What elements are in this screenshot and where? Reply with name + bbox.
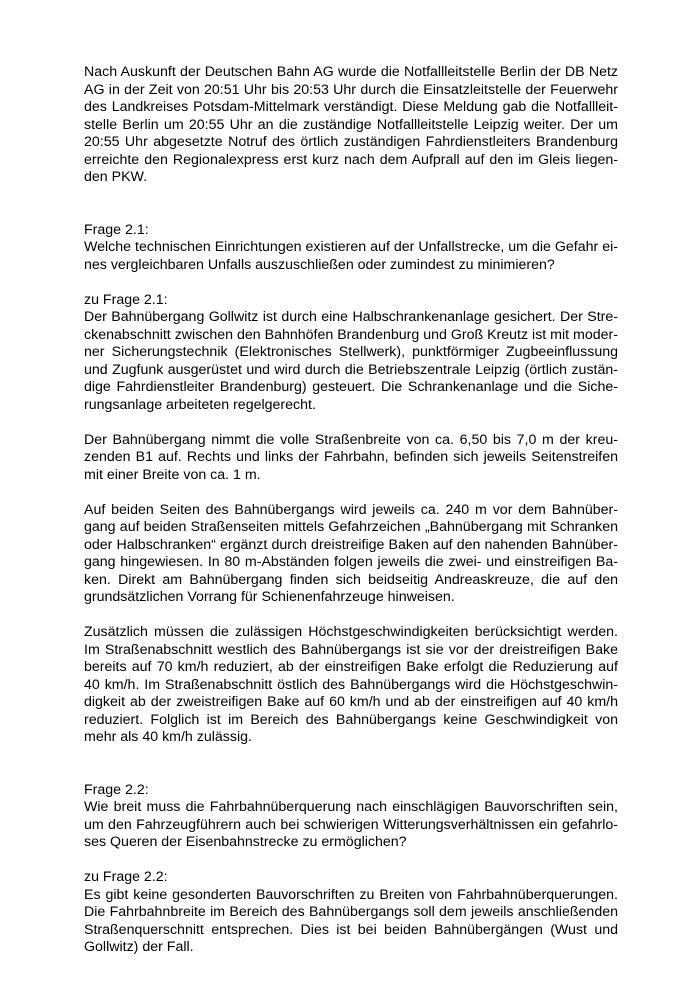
intro-paragraph: Nach Auskunft der Deutschen Bahn AG wurde die Notfallleitstelle Berlin der DB Netz AG in der Zeit von 20:51 Uhr bis 20:53 Uhr durch die Einsatzleitstelle der Feuerwehr des Landkreises Potsdam-Mittelmark verständigt. Diese Meldung gab die Notfallleitstelle Berlin um 20:55 Uhr an die zuständige Notfallleitstelle Leipzig weiter. Der um 20:55 Uhr abgesetzte Notruf des örtlich zuständigen Fahrdienstleiters Brandenburg erreichte den Regionalexpress erst kurz nach dem Aufprall auf den im Gleis liegenden PKW. [84,64,618,185]
question-2-2-text: Wie breit muss die Fahrbahnüberquerung nach einschlägigen Bauvorschriften sein, um den Fahrzeugführern auch bei schwierigen Witterungsverhältnissen ein gefahrloses Queren der Eisenbahnstrecke zu ermöglichen? [84,799,618,850]
answer-2-1-paragraph-1: Der Bahnübergang Gollwitz ist durch eine Halbschrankenanlage gesichert. Der Streckenabschnitt zwischen den Bahnhöfen Brandenburg und Groß Kreutz ist mit moderner Sicherungstechnik (Elektronisches Stellwerk), punktförmiger Zugbeeinflussung und Zugfunk ausgerüstet und wird durch die Betriebszentrale Leipzig (örtlich zuständige Fahrdienstleiter Brandenburg) gesteuert. Die Schrankenanlage und die Sicherungsanlage arbeiteten regelgerecht. [84,309,618,413]
answer-2-2-paragraph-1: Es gibt keine gesonderten Bauvorschriften zu Breiten von Fahrbahnüberquerungen. Die Fahrbahnbreite im Bereich des Bahnübergangs soll dem jeweils anschließenden Straßenquerschnitt entsprechen. Dies ist bei beiden Bahnübergängen (Wust und Gollwitz) der Fall. [84,886,618,955]
answer-2-2-label: zu Frage 2.2: [84,869,168,885]
answer-2-1-paragraph-3: Auf beiden Seiten des Bahnübergangs wird jeweils ca. 240 m vor dem Bahnübergang auf beiden Straßenseiten mittels Gefahrzeichen „Bahnübergang mit Schranken oder Halbschranken“ ergänzt durch dreistreifige Baken auf den nahenden Bahnübergang hingewiesen. In 80 m-Abständen folgen jeweils die zwei- und einstreifigen Baken. Direkt am Bahnübergang finden sich beidseitig Andreaskreuze, die auf den grundsätzlichen Vorrang für Schienenfahrzeuge hinweisen. [84,501,618,605]
question-2-2-label: Frage 2.2: [84,781,149,798]
answer-2-1-paragraph-2: Der Bahnübergang nimmt die volle Straßenbreite von ca. 6,50 bis 7,0 m der kreuzenden B1 auf. Rechts und links der Fahrbahn, befinden sich jeweils Seitenstreifen mit einer Breite von ca. 1 m. [84,431,618,483]
document-page [84,64,618,957]
answer-2-1-paragraph-4: Zusätzlich müssen die zulässigen Höchstgeschwindigkeiten berücksichtigt werden. Im Straßenabschnitt westlich des Bahnübergangs ist sie vor der dreistreifigen Bake bereits auf 70 km/h reduziert, ab der einstreifigen Bake erfolgt die Reduzierung auf 40 km/h. Im Straßenabschnitt östlich des Bahnübergangs wird die Höchstgeschwindigkeit ab der zweistreifigen Bake auf 60 km/h und ab der einstreifigen auf 40 km/h reduziert. Folglich ist im Bereich des Bahnübergangs keine Geschwindigkeit von mehr als 40 km/h zulässig. [84,624,618,745]
question-2-1-label: Frage 2.1: [84,221,149,238]
answer-2-1-label: zu Frage 2.1: [84,291,168,308]
question-2-1-text: Welche technischen Einrichtungen existieren auf der Unfallstrecke, um die Gefahr eines vergleichbaren Unfalls auszuschließen oder zumindest zu minimieren? [84,239,618,273]
